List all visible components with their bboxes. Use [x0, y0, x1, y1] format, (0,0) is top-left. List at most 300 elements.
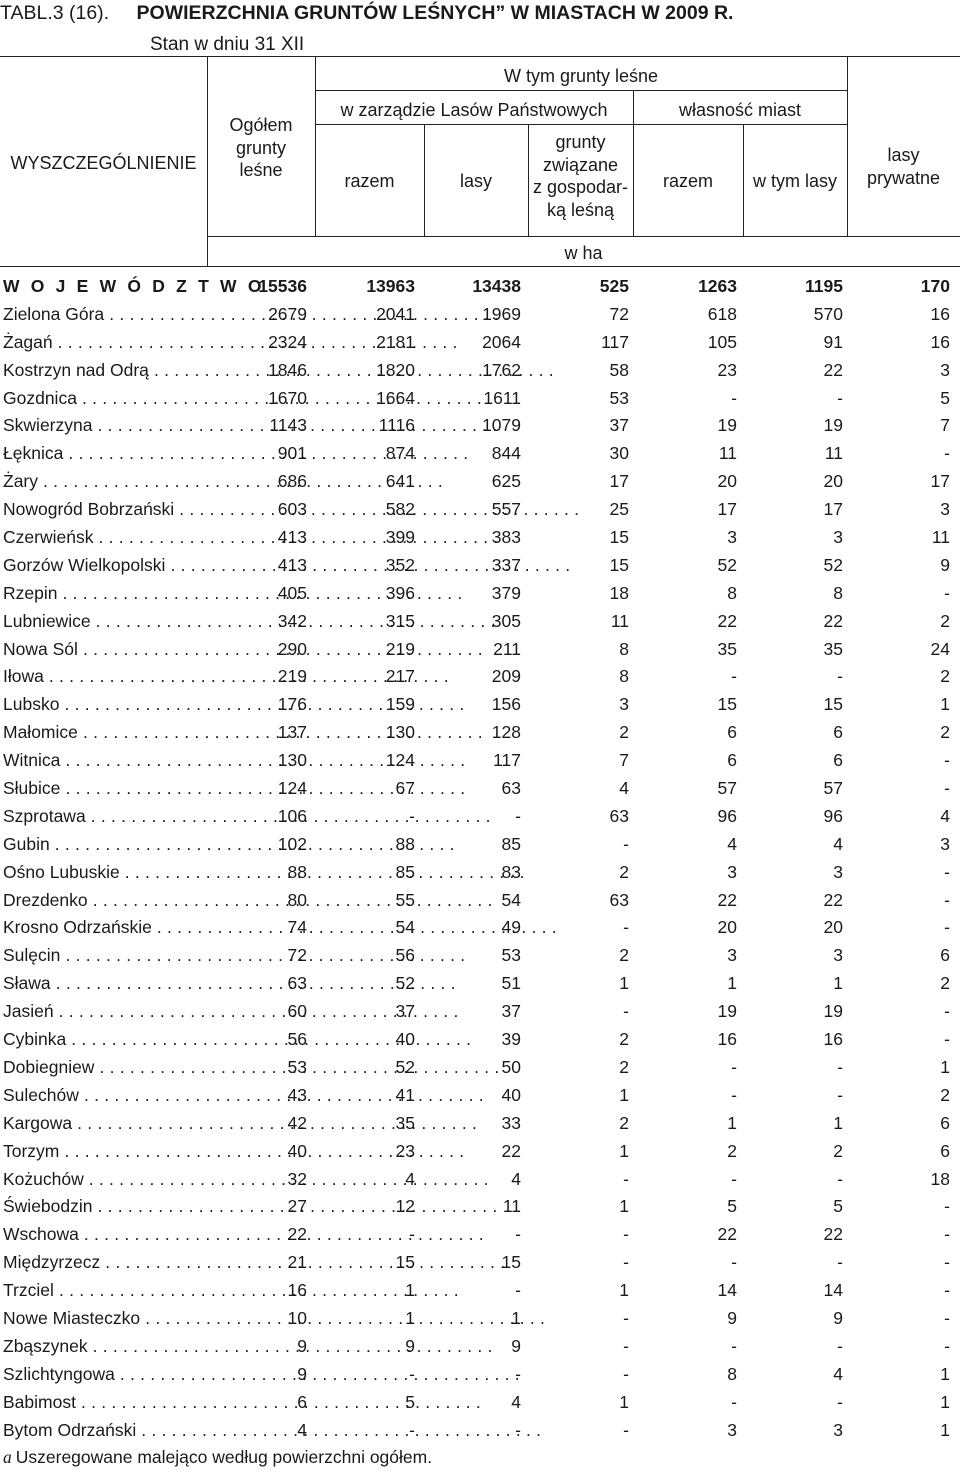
- table-cell: 211: [493, 638, 521, 659]
- table-cell: 1670: [268, 387, 307, 408]
- table-cell: 1: [619, 1280, 629, 1301]
- table-cell: 56: [287, 1029, 307, 1050]
- table-cell: 117: [601, 331, 629, 352]
- table-cell: 33: [501, 1112, 521, 1133]
- table-cell: 844: [491, 443, 521, 464]
- table-cell: 16: [717, 1029, 737, 1050]
- table-cell: 1969: [482, 303, 521, 324]
- table-cell: 2: [833, 1140, 843, 1161]
- table-cell: 19: [823, 415, 843, 436]
- table-cell: 17: [823, 499, 843, 520]
- table-row: [0, 747, 960, 775]
- table-cell: 1079: [482, 415, 521, 436]
- table-cell: 11: [824, 443, 843, 464]
- table-cell: 49: [501, 917, 521, 938]
- table-cell: 1664: [376, 387, 415, 408]
- table-number: TABL.3 (16).: [0, 2, 110, 24]
- table-cell: -: [944, 778, 950, 799]
- table-cell: -: [409, 1363, 415, 1384]
- header-related-line4: ką leśną: [546, 199, 615, 220]
- table-cell: -: [623, 1224, 629, 1245]
- table-cell: 58: [609, 359, 629, 380]
- row-label: Nowa Sól . . .: [3, 636, 206, 664]
- table-cell: 342: [277, 610, 307, 631]
- table-cell: 10: [287, 1307, 307, 1328]
- table-cell: 4: [405, 1168, 415, 1189]
- table-cell: -: [837, 387, 843, 408]
- header-private-line1: lasy: [887, 145, 920, 165]
- table-cell: -: [837, 1335, 843, 1356]
- table-cell: 6: [940, 945, 950, 966]
- table-row: [0, 914, 960, 942]
- table-cell: -: [409, 1419, 415, 1440]
- table-cell: 8: [833, 582, 843, 603]
- table-cell: 9: [940, 554, 950, 575]
- table-cell: 55: [395, 889, 415, 910]
- table-cell: 15: [609, 527, 629, 548]
- table-cell: 1: [619, 1084, 629, 1105]
- header-state-forests-only: lasy: [459, 171, 492, 191]
- table-row-voivodeship: [0, 273, 960, 301]
- header-rule-unit: [207, 236, 960, 237]
- table-cell: 3: [833, 945, 843, 966]
- row-label: Torzym . . .: [3, 1138, 206, 1166]
- row-label: Sława . . .: [3, 970, 206, 998]
- row-label: Gorzów Wielkopolski . . .: [3, 552, 206, 580]
- table-cell: 22: [823, 889, 843, 910]
- header-related-line3: z gospodar-: [532, 177, 629, 197]
- row-label: Małomice . . .: [3, 719, 206, 747]
- table-row: [0, 1193, 960, 1221]
- table-cell: 5: [833, 1196, 843, 1217]
- table-cell: 9: [833, 1307, 843, 1328]
- header-state-total: razem: [344, 171, 395, 191]
- table-cell: 22: [823, 610, 843, 631]
- table-cell: 60: [287, 1001, 307, 1022]
- table-cell: 625: [491, 471, 521, 492]
- table-cell: 4: [511, 1168, 521, 1189]
- table-cell: 13963: [366, 276, 415, 296]
- table-cell: 413: [277, 554, 307, 575]
- table-cell: 25: [609, 499, 629, 520]
- table-cell: 1: [940, 1363, 950, 1384]
- table-cell: -: [837, 666, 843, 687]
- header-state-forests: w zarządzie Lasów Państwowych: [340, 100, 608, 120]
- table-cell: 85: [395, 861, 415, 882]
- table-cell: 3: [727, 527, 737, 548]
- table-cell: 413: [277, 527, 307, 548]
- table-cell: -: [731, 1335, 737, 1356]
- table-cell: 11: [718, 443, 737, 464]
- table-cell: 3: [940, 499, 950, 520]
- header-city-owned: własność miast: [678, 100, 802, 120]
- table-row: [0, 1249, 960, 1277]
- table-cell: 32: [287, 1168, 307, 1189]
- table-row: [0, 1305, 960, 1333]
- header-total-line2: grunty: [235, 137, 287, 158]
- table-cell: 2: [619, 1029, 629, 1050]
- table-row: [0, 580, 960, 608]
- table-cell: 21: [287, 1252, 307, 1273]
- table-cell: 159: [385, 694, 415, 715]
- table-cell: 54: [395, 917, 415, 938]
- table-row: [0, 1361, 960, 1389]
- table-cell: -: [944, 1196, 950, 1217]
- table-cell: 1: [619, 1196, 629, 1217]
- table-cell: 52: [823, 554, 843, 575]
- table-cell: 15: [717, 694, 737, 715]
- table-cell: -: [944, 1307, 950, 1328]
- table-cell: 9: [727, 1307, 737, 1328]
- table-cell: 24: [930, 638, 950, 659]
- table-cell: 2: [940, 973, 950, 994]
- row-label: Słubice . . .: [3, 775, 206, 803]
- table-cell: 53: [609, 387, 629, 408]
- table-cell: 399: [385, 527, 415, 548]
- row-label: Jasień . . .: [3, 998, 206, 1026]
- table-cell: -: [515, 1419, 521, 1440]
- table-cell: 16: [823, 1029, 843, 1050]
- table-cell: 2: [940, 610, 950, 631]
- table-cell: -: [623, 1363, 629, 1384]
- table-cell: -: [944, 1029, 950, 1050]
- table-cell: -: [515, 1363, 521, 1384]
- table-cell: 1: [511, 1307, 521, 1328]
- table-cell: 88: [395, 833, 415, 854]
- table-cell: 37: [395, 1001, 415, 1022]
- table-cell: 2181: [376, 331, 415, 352]
- table-cell: 20: [717, 917, 737, 938]
- table-cell: -: [515, 1224, 521, 1245]
- header-bottom-rule: [0, 266, 960, 267]
- table-cell: 5: [405, 1391, 415, 1412]
- table-cell: 105: [707, 331, 737, 352]
- table-cell: 16: [930, 331, 950, 352]
- table-cell: -: [409, 1224, 415, 1245]
- table-cell: 15536: [258, 276, 307, 296]
- table-row: [0, 440, 960, 468]
- table-body: [0, 273, 960, 1444]
- table-cell: 11: [931, 527, 950, 548]
- table-cell: 42: [287, 1112, 307, 1133]
- table-cell: 72: [609, 303, 629, 324]
- table-cell: 15: [823, 694, 843, 715]
- table-cell: 51: [501, 973, 521, 994]
- row-label: Szlichtyngowa . . .: [3, 1361, 206, 1389]
- table-cell: 1: [833, 973, 843, 994]
- table-cell: 96: [717, 805, 737, 826]
- header-private-line2: prywatne: [866, 167, 941, 188]
- table-cell: 686: [277, 471, 307, 492]
- table-cell: 2: [619, 945, 629, 966]
- table-cell: -: [409, 805, 415, 826]
- row-label: Skwierzyna . . .: [3, 412, 206, 440]
- table-cell: 22: [823, 359, 843, 380]
- row-label: Lubniewice . . .: [3, 608, 206, 636]
- table-cell: 74: [287, 917, 307, 938]
- table-cell: 5: [727, 1196, 737, 1217]
- row-label: Czerwieńsk . . .: [3, 524, 206, 552]
- table-cell: 2: [619, 861, 629, 882]
- row-label: Rzepin . . .: [3, 580, 206, 608]
- table-cell: 3: [727, 861, 737, 882]
- table-cell: 128: [491, 722, 521, 743]
- table-cell: 315: [385, 610, 415, 631]
- table-cell: -: [731, 1168, 737, 1189]
- row-label: Drezdenko . . .: [3, 887, 206, 915]
- table-cell: 6: [727, 722, 737, 743]
- table-cell: 22: [823, 1224, 843, 1245]
- table-row: [0, 385, 960, 413]
- table-cell: -: [944, 443, 950, 464]
- table-cell: -: [837, 1252, 843, 1273]
- table-cell: 137: [277, 722, 307, 743]
- table-row: [0, 1221, 960, 1249]
- table-cell: 15: [501, 1252, 521, 1273]
- table-cell: 1: [405, 1280, 415, 1301]
- row-label: Gubin . . .: [3, 831, 206, 859]
- table-cell: 217: [385, 666, 415, 687]
- table-row: [0, 970, 960, 998]
- table-cell: 117: [493, 750, 521, 771]
- table-cell: -: [837, 1084, 843, 1105]
- header-city-forests: w tym lasy: [752, 171, 837, 191]
- row-label: Żary . . .: [3, 468, 206, 496]
- table-cell: 1: [833, 1112, 843, 1133]
- table-cell: 12: [395, 1196, 415, 1217]
- table-cell: 3: [940, 359, 950, 380]
- header-rule-state: [315, 124, 633, 125]
- table-header: [0, 56, 960, 266]
- table-row: [0, 301, 960, 329]
- row-label: Świebodzin . . .: [3, 1193, 206, 1221]
- table-cell: 8: [727, 1363, 737, 1384]
- table-cell: 17: [609, 471, 629, 492]
- table-row: [0, 1417, 960, 1445]
- table-cell: 379: [491, 582, 521, 603]
- header-of-which: W tym grunty leśne: [503, 66, 659, 86]
- table-cell: 130: [385, 722, 415, 743]
- table-cell: 37: [501, 1001, 521, 1022]
- table-cell: 40: [395, 1029, 415, 1050]
- table-cell: 901: [277, 443, 307, 464]
- table-cell: 1: [940, 1391, 950, 1412]
- table-cell: 102: [277, 833, 307, 854]
- row-label: Kostrzyn nad Odrą . . .: [3, 357, 206, 385]
- table-cell: 1: [619, 1140, 629, 1161]
- table-cell: -: [837, 1056, 843, 1077]
- footnote-mark: a: [3, 1447, 12, 1467]
- table-cell: -: [944, 750, 950, 771]
- table-cell: 124: [385, 750, 415, 771]
- table-row: [0, 329, 960, 357]
- header-private-forests: [847, 144, 960, 189]
- table-cell: 11: [502, 1196, 521, 1217]
- table-cell: 22: [717, 889, 737, 910]
- table-row: [0, 468, 960, 496]
- table-cell: 35: [823, 638, 843, 659]
- table-cell: 1: [619, 973, 629, 994]
- table-cell: 1: [940, 694, 950, 715]
- table-cell: 2: [940, 666, 950, 687]
- table-cell: 219: [277, 666, 307, 687]
- table-cell: -: [944, 1224, 950, 1245]
- table-cell: -: [944, 861, 950, 882]
- table-cell: 63: [501, 778, 521, 799]
- table-cell: 1: [727, 973, 737, 994]
- row-label: Szprotawa . . .: [3, 803, 206, 831]
- table-cell: 39: [501, 1029, 521, 1050]
- table-cell: 8: [619, 638, 629, 659]
- table-cell: -: [731, 1391, 737, 1412]
- table-cell: 219: [385, 638, 415, 659]
- table-cell: 22: [501, 1140, 521, 1161]
- table-cell: -: [623, 1335, 629, 1356]
- table-row: [0, 412, 960, 440]
- table-cell: 35: [395, 1112, 415, 1133]
- table-cell: 603: [277, 499, 307, 520]
- table-cell: -: [623, 1001, 629, 1022]
- table-row: [0, 552, 960, 580]
- table-cell: 1116: [378, 415, 415, 436]
- table-row: [0, 608, 960, 636]
- table-cell: 1143: [269, 415, 307, 436]
- table-cell: -: [944, 1280, 950, 1301]
- row-label: Iłowa . . .: [3, 663, 206, 691]
- table-cell: 6: [940, 1140, 950, 1161]
- header-city-total: razem: [662, 171, 713, 191]
- table-cell: 14: [717, 1280, 737, 1301]
- table-cell: -: [623, 833, 629, 854]
- table-cell: 1846: [268, 359, 307, 380]
- table-cell: 23: [717, 359, 737, 380]
- table-row: [0, 357, 960, 385]
- table-row: [0, 1110, 960, 1138]
- row-label: Kargowa . . .: [3, 1110, 206, 1138]
- table-cell: -: [515, 1280, 521, 1301]
- table-cell: 6: [940, 1112, 950, 1133]
- table-cell: 22: [717, 1224, 737, 1245]
- table-cell: 63: [287, 973, 307, 994]
- table-cell: 1195: [805, 276, 843, 296]
- table-cell: 52: [395, 973, 415, 994]
- table-row: [0, 887, 960, 915]
- table-cell: 83: [501, 861, 521, 882]
- table-cell: 18: [930, 1168, 950, 1189]
- table-cell: 96: [823, 805, 843, 826]
- table-cell: 85: [501, 833, 521, 854]
- table-cell: 2: [619, 722, 629, 743]
- table-cell: 72: [287, 945, 307, 966]
- row-label: Gozdnica . . .: [3, 385, 206, 413]
- table-cell: 8: [619, 666, 629, 687]
- header-specification: WYSZCZEGÓLNIENIE: [10, 153, 197, 173]
- table-cell: 11: [610, 610, 629, 631]
- row-label: Trzciel . . .: [3, 1277, 206, 1305]
- header-related-line2: związane: [542, 154, 619, 175]
- table-cell: 19: [717, 415, 737, 436]
- table-cell: 52: [717, 554, 737, 575]
- table-cell: 6: [833, 722, 843, 743]
- table-cell: 3: [727, 1419, 737, 1440]
- table-cell: -: [731, 1056, 737, 1077]
- table-cell: 176: [277, 694, 307, 715]
- table-row: [0, 831, 960, 859]
- table-cell: 18: [609, 582, 629, 603]
- table-cell: -: [731, 1252, 737, 1273]
- table-row: [0, 496, 960, 524]
- table-cell: 618: [707, 303, 737, 324]
- table-cell: 2: [619, 1112, 629, 1133]
- table-cell: 7: [619, 750, 629, 771]
- table-cell: 2: [940, 1084, 950, 1105]
- table-cell: 4: [727, 833, 737, 854]
- table-cell: 557: [491, 499, 521, 520]
- table-cell: 337: [491, 554, 521, 575]
- header-forest-related: [528, 131, 633, 221]
- table-cell: 23: [395, 1140, 415, 1161]
- table-cell: -: [837, 1168, 843, 1189]
- table-subtitle: Stan w dniu 31 XII: [150, 34, 305, 55]
- table-row: [0, 859, 960, 887]
- table-cell: 19: [717, 1001, 737, 1022]
- row-label: Kożuchów . . .: [3, 1166, 206, 1194]
- row-label: Nowe Miasteczko . . .: [3, 1305, 206, 1333]
- table-cell: 1: [619, 1391, 629, 1412]
- header-total-line1: Ogółem: [229, 115, 293, 135]
- table-cell: 63: [609, 889, 629, 910]
- table-cell: 4: [833, 833, 843, 854]
- table-cell: -: [731, 1084, 737, 1105]
- table-cell: 88: [287, 861, 307, 882]
- table-cell: 53: [287, 1056, 307, 1077]
- table-cell: 1: [727, 1112, 737, 1133]
- row-label: Bytom Odrzański . . .: [3, 1417, 206, 1445]
- table-cell: 2679: [268, 303, 307, 324]
- table-cell: 4: [619, 778, 629, 799]
- row-label: Wschowa . . .: [3, 1221, 206, 1249]
- row-label: Zielona Góra . . .: [3, 301, 206, 329]
- table-cell: 106: [277, 805, 307, 826]
- table-cell: 1762: [482, 359, 521, 380]
- table-row: [0, 636, 960, 664]
- table-cell: 1820: [376, 359, 415, 380]
- table-cell: 52: [395, 1056, 415, 1077]
- table-cell: 2041: [376, 303, 415, 324]
- table-cell: 396: [385, 582, 415, 603]
- table-cell: 570: [813, 303, 843, 324]
- table-cell: 17: [930, 471, 950, 492]
- table-cell: 56: [395, 945, 415, 966]
- table-cell: -: [837, 1391, 843, 1412]
- table-cell: 1611: [483, 387, 521, 408]
- table-cell: 9: [511, 1335, 521, 1356]
- row-label: Ośno Lubuskie . . .: [3, 859, 206, 887]
- header-total-line3: leśne: [239, 160, 283, 180]
- table-cell: 1263: [698, 276, 737, 296]
- table-cell: 4: [297, 1419, 307, 1440]
- table-cell: 124: [277, 778, 307, 799]
- table-cell: 8: [727, 582, 737, 603]
- table-cell: -: [944, 582, 950, 603]
- table-cell: 43: [287, 1084, 307, 1105]
- table-row: [0, 775, 960, 803]
- table-cell: 3: [940, 833, 950, 854]
- table-cell: 27: [287, 1196, 307, 1217]
- table-cell: 41: [395, 1084, 415, 1105]
- header-rule-city: [633, 124, 847, 125]
- table-cell: -: [515, 805, 521, 826]
